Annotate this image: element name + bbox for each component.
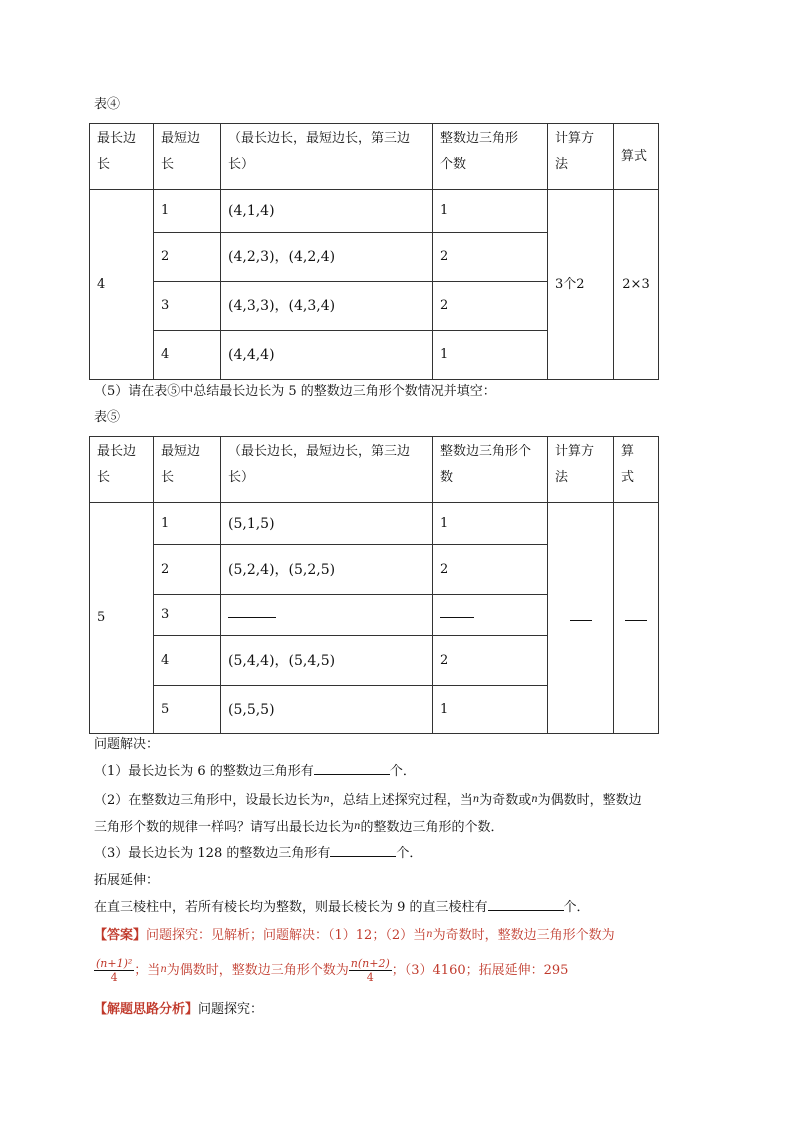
table-row (90, 503, 659, 545)
table4-header-formula: 算式 (614, 124, 659, 190)
table4-count: 1 (433, 190, 548, 233)
analysis-tag: 【解题思路分析】 (94, 1002, 199, 1017)
table4-count: 2 (433, 233, 548, 282)
table4-short: 4 (154, 331, 221, 380)
q1-answer-blank[interactable] (314, 774, 390, 775)
table5-header-count: 整数边三角形个 数 (433, 437, 548, 503)
extend-answer-blank[interactable] (488, 910, 564, 911)
table5-tuples: (5,2,4)，(5,2,5) (221, 545, 433, 595)
table5 (89, 436, 659, 734)
table4 (89, 123, 659, 380)
solve-title: 问题解决： (94, 737, 160, 752)
table5-count: 1 (433, 686, 548, 734)
table5-header-row (90, 437, 659, 503)
solve-q1: （1）最长边长为 6 的整数边三角形有 个． (94, 764, 416, 779)
answer-line2: $\frac{\text{(n+1)²}}{4}$ ；当n为偶数时，整数边三角形个数为 $\frac{n(n+2)}{4}$ ；（3）4160；拓展延伸：295 (96, 957, 569, 984)
table5-count-blank[interactable] (433, 595, 548, 636)
table4-header-max: 最长边 长 (90, 124, 154, 190)
solve-q3: （3）最长边长为 128 的整数边三角形有 个． (94, 846, 423, 861)
analysis-line: 【解题思路分析】问题探究： (94, 1002, 264, 1017)
table5-count: 2 (433, 636, 548, 686)
table4-header-count: 整数边三角形 个数 (433, 124, 548, 190)
table5-method-blank[interactable] (548, 503, 614, 734)
table5-tuples: (5,1,5) (221, 503, 433, 545)
extend-title: 拓展延伸： (94, 873, 160, 888)
extend-text: 在直三棱柱中，若所有棱长均为整数，则最长棱长为 9 的直三棱柱有 个． (94, 900, 590, 915)
table4-tuples: (4,2,3)，(4,2,4) (221, 233, 433, 282)
table5-tuples: (5,5,5) (221, 686, 433, 734)
table5-header-formula: 算 式 (614, 437, 659, 503)
table4-header-tuple: （最长边长，最短边长，第三边 长） (221, 124, 433, 190)
table4-short: 1 (154, 190, 221, 233)
table5-formula-blank[interactable] (614, 503, 659, 734)
table5-count: 1 (433, 503, 548, 545)
table4-formula: 2×3 (614, 190, 659, 380)
solve-q2-line2: 三角形个数的规律一样吗？请写出最长边长为n的整数边三角形的个数． (94, 820, 504, 835)
table4-short: 2 (154, 233, 221, 282)
table4-count: 1 (433, 331, 548, 380)
q5-text: （5）请在表⑤中总结最长边长为 5 的整数边三角形个数情况并填空： (94, 384, 496, 399)
table5-header-method: 计算方 法 (548, 437, 614, 503)
table5-header-tuple: （最长边长，最短边长，第三边 长） (221, 437, 433, 503)
table4-tuples: (4,1,4) (221, 190, 433, 233)
table5-label: 表⑤ (94, 410, 121, 425)
table5-max-side: 5 (90, 503, 154, 734)
table4-count: 2 (433, 282, 548, 331)
table4-label: 表④ (94, 97, 121, 112)
q3-answer-blank[interactable] (330, 856, 396, 857)
table4-tuples: (4,4,4) (221, 331, 433, 380)
answer-tag: 【答案】 (94, 928, 147, 943)
table5-short: 4 (154, 636, 221, 686)
table4-header-short: 最短边 长 (154, 124, 221, 190)
fraction-even: $\frac{n(n+2)}{4}$ (350, 957, 390, 984)
table4-header-row (90, 124, 659, 190)
table-row (90, 190, 659, 233)
fraction-odd: $\frac{\text{(n+1)²}}{4}$ (96, 957, 133, 984)
table5-tuples: (5,4,4)，(5,4,5) (221, 636, 433, 686)
table5-tuples-blank[interactable] (221, 595, 433, 636)
table4-tuples: (4,3,3)，(4,3,4) (221, 282, 433, 331)
table4-header-method: 计算方 法 (548, 124, 614, 190)
solve-q2-line1: （2）在整数边三角形中，设最长边长为n，总结上述探究过程，当n为奇数或n为偶数时，整数边 (94, 793, 642, 808)
table5-short: 2 (154, 545, 221, 595)
table5-short: 3 (154, 595, 221, 636)
table5-header-max: 最长边 长 (90, 437, 154, 503)
table5-count: 2 (433, 545, 548, 595)
table5-header-short: 最短边 长 (154, 437, 221, 503)
table5-short: 5 (154, 686, 221, 734)
table4-method: 3个2 (548, 190, 614, 380)
table4-max-side: 4 (90, 190, 154, 380)
table4-short: 3 (154, 282, 221, 331)
answer-line1: 【答案】问题探究：见解析；问题解决：（1）12；（2）当n为奇数时，整数边三角形个数为 (94, 928, 615, 943)
table5-short: 1 (154, 503, 221, 545)
